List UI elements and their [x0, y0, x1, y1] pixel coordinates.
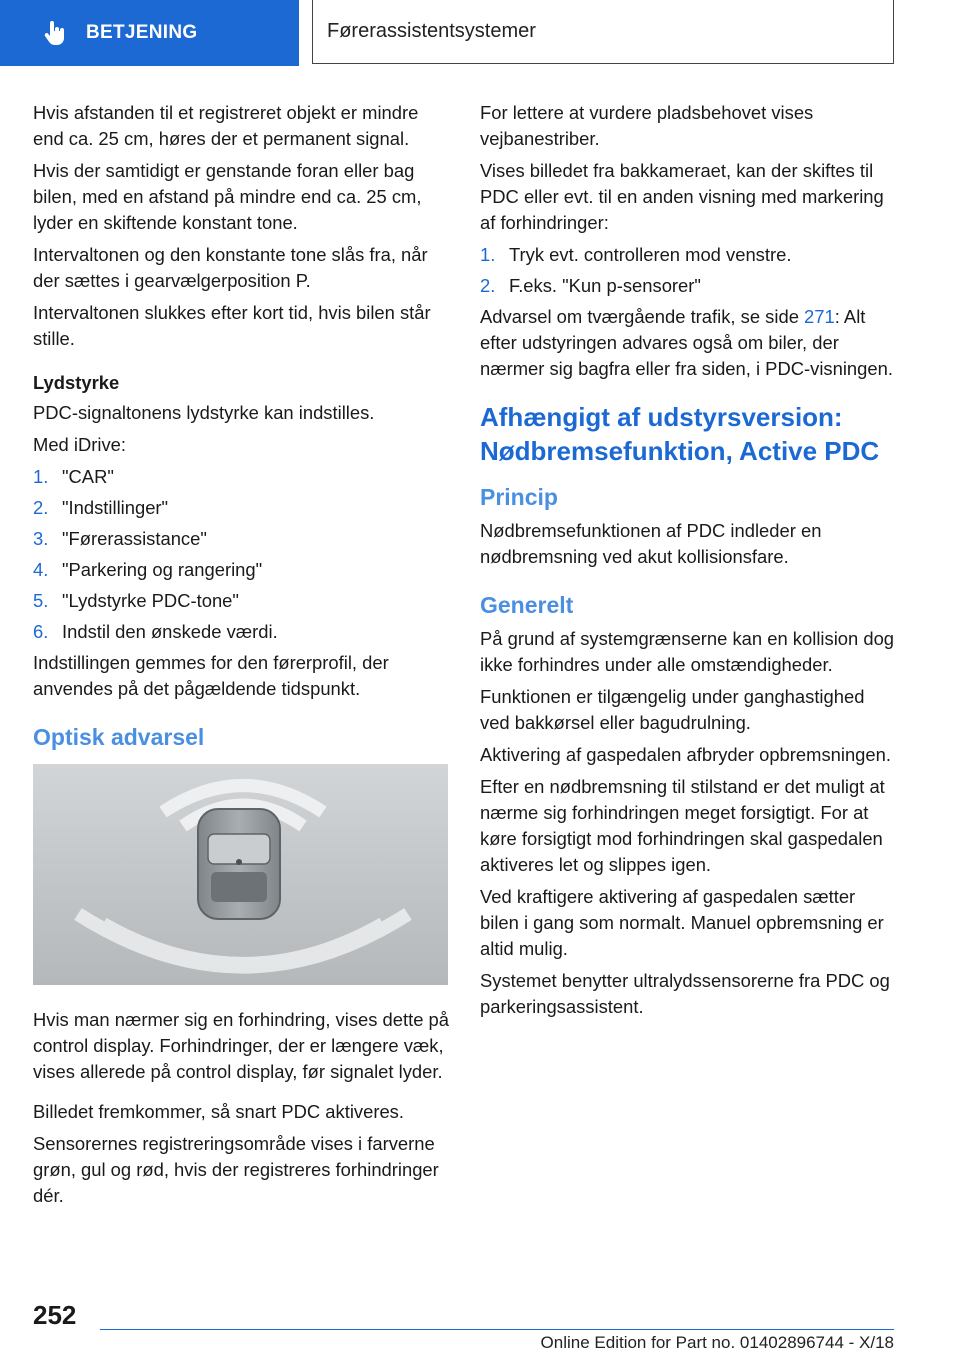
step-number: 2.	[480, 275, 496, 296]
heading-princip: Princip	[480, 484, 558, 510]
paragraph: Efter en nødbremsning til stilstand er det muligt at nærme sig forhindringen meget forsigtigt. For at køre forsigtigt mod forhindringen skal gaspedalen aktiveres let og slippes igen.	[480, 776, 885, 875]
step-text: "Lydstyrke PDC-tone"	[62, 590, 239, 611]
list-item	[480, 273, 898, 299]
step-text: Indstil den ønskede værdi.	[62, 621, 278, 642]
paragraph: Systemet benytter ultralydssensorerne fra PDC og parkeringsassistent.	[480, 970, 890, 1017]
step-text: "Indstillinger"	[62, 497, 169, 518]
list-item	[33, 588, 450, 614]
paragraph: Ved kraftigere aktivering af gaspedalen sætter bilen i gang som normalt. Manuel opbremsning er altid mulig.	[480, 886, 884, 959]
step-number: 5.	[33, 590, 49, 611]
paragraph: Hvis afstanden til et registreret objekt er mindre end ca. 25 cm, høres der et permanent signal.	[33, 102, 419, 149]
list-item	[33, 526, 450, 552]
paragraph: Funktionen er tilgængelig under ganghastighed ved bakkørsel eller bagudrulning.	[480, 686, 865, 733]
hand-pointer-icon	[40, 18, 70, 48]
paragraph: For lettere at vurdere pladsbehovet vises vejbanestriber.	[480, 102, 814, 149]
step-number: 6.	[33, 621, 49, 642]
paragraph: Billedet fremkommer, så snart PDC aktiveres.	[33, 1101, 404, 1122]
section-label: BETJENING	[86, 22, 198, 43]
left-column	[33, 100, 450, 1215]
paragraph: Med iDrive:	[33, 434, 126, 455]
heading-nodbremsefunktion: Afhængigt af udstyrsversion: Nødbremsefunktion, Active PDC	[480, 402, 880, 466]
paragraph: På grund af systemgrænserne kan en kollision dog ikke forhindres under alle omstændigheder.	[480, 628, 895, 675]
step-number: 4.	[33, 559, 49, 580]
heading-optisk-advarsel: Optisk advarsel	[33, 724, 205, 750]
page-reference-link[interactable]: 271	[804, 306, 835, 327]
paragraph-cross-traffic	[480, 304, 898, 382]
paragraph: Intervaltonen og den konstante tone slås fra, når der sættes i gearvælgerposition P.	[33, 244, 428, 291]
paragraph: PDC-signaltonens lydstyrke kan indstilles.	[33, 402, 375, 423]
section-tab[interactable]	[0, 0, 299, 66]
page-header	[0, 0, 960, 66]
step-text: "Førerassistance"	[62, 528, 207, 549]
idrive-steps-list	[33, 464, 450, 645]
step-text: "Parkering og rangering"	[62, 559, 263, 580]
step-text: Tryk evt. controlleren mod venstre.	[509, 244, 792, 265]
paragraph: Hvis der samtidigt er genstande foran eller bag bilen, med en afstand på mindre end ca. 25 cm, lyder en skiftende konstant tone.	[33, 160, 422, 233]
step-number: 1.	[33, 466, 49, 487]
paragraph: Nødbremsefunktionen af PDC indleder en nødbremsning ved akut kollisionsfare.	[480, 520, 822, 567]
step-text: "CAR"	[62, 466, 114, 487]
display-steps-list	[480, 242, 898, 299]
list-item	[33, 495, 450, 521]
list-item	[33, 557, 450, 583]
paragraph: Indstillingen gemmes for den førerprofil, der anvendes på det pågældende tidspunkt.	[33, 652, 389, 699]
list-item	[480, 242, 898, 268]
step-number: 1.	[480, 244, 496, 265]
page-number: 252	[33, 1300, 77, 1330]
step-text: F.eks. "Kun p-sensorer"	[509, 275, 701, 296]
text-run: : Alt efter udstyringen advares også om biler, der nærmer sig bagfra eller fra siden, i PDC-visningen.	[480, 306, 893, 379]
step-number: 2.	[33, 497, 49, 518]
pdc-car-illustration	[33, 764, 448, 985]
footer-divider	[100, 1329, 894, 1330]
step-number: 3.	[33, 528, 49, 549]
paragraph: Aktivering af gaspedalen afbryder opbremsningen.	[480, 744, 891, 765]
paragraph: Hvis man nærmer sig en forhindring, vises dette på control display. Forhindringer, der er længere væk, vises allerede på control display, før signalet lyder.	[33, 1009, 450, 1082]
list-item	[33, 619, 450, 645]
paragraph: Sensorernes registreringsområde vises i farverne grøn, gul og rød, hvis der registreres forhindringer dér.	[33, 1133, 439, 1206]
edition-note: Online Edition for Part no. 01402896744 - X/18	[540, 1333, 894, 1352]
text-run: Advarsel om tværgående trafik, se side	[480, 306, 805, 327]
subheading-lydstyrke: Lydstyrke	[33, 372, 120, 393]
chapter-title: Førerassistentsystemer	[312, 0, 894, 64]
right-column	[480, 100, 898, 1026]
list-item	[33, 464, 450, 490]
heading-generelt: Generelt	[480, 592, 574, 618]
paragraph: Vises billedet fra bakkameraet, kan der skiftes til PDC eller evt. til en anden visning med markering af forhindringer:	[480, 160, 884, 233]
paragraph: Intervaltonen slukkes efter kort tid, hvis bilen står stille.	[33, 302, 431, 349]
